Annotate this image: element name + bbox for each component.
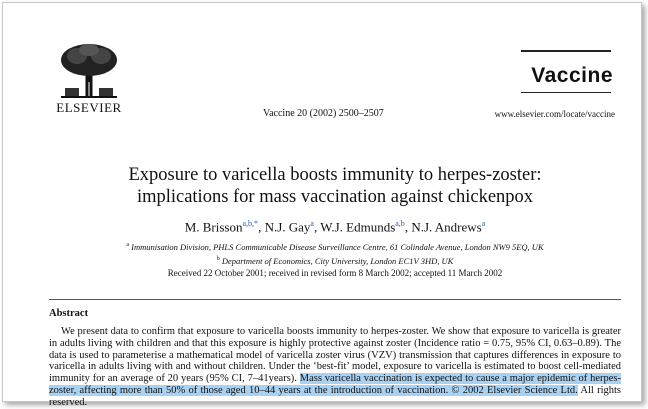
publisher-block bbox=[49, 42, 129, 116]
affiliation-mark: b bbox=[216, 255, 220, 262]
author-name: N.J. Andrews bbox=[411, 219, 482, 235]
abstract-divider bbox=[49, 299, 621, 300]
received-dates: Received 22 October 2001; received in revised form 8 March 2002; accepted 11 March 2002 bbox=[167, 268, 503, 278]
affiliations bbox=[49, 239, 621, 267]
author-affil-link[interactable]: a,b bbox=[395, 219, 405, 228]
author-affil-link[interactable]: a bbox=[481, 219, 486, 228]
affiliation-text: Immunisation Division, PHLS Communicable Disease Surveillance Centre, 61 Colindale Avenue, London NW9 5EQ, UK bbox=[131, 241, 544, 252]
author-separator: , bbox=[313, 219, 321, 235]
journal-url[interactable]: www.elsevier.com/locate/vaccine bbox=[494, 109, 615, 119]
journal-block bbox=[415, 50, 615, 119]
publisher-name: ELSEVIER bbox=[56, 100, 122, 115]
affiliation-a bbox=[49, 239, 621, 253]
journal-name: Vaccine bbox=[531, 64, 613, 87]
author-separator: , bbox=[404, 219, 412, 235]
journal-citation: Vaccine 20 (2002) 2500–2507 bbox=[263, 108, 384, 119]
abstract-heading: Abstract bbox=[49, 308, 89, 319]
title-line-2: implications for mass vaccination against chickenpox bbox=[136, 187, 534, 207]
abstract-text-plain: We present data to confirm that exposure to varicella boosts immunity to herpes-zoster. We show that exposure to varicella is greater in adults living with children and that this exposure is highly protective against zoster (Incidence ratio = 0.75, 95% CI, 0.63–0.89). The data is used to parameterise a mathematical model of varicella zoster virus (VZV) transmission that captures differences in exposure to varicella in adults living with and without children. Under the ‘best-fit’ model, exposure to varicella is estimated to boost cell-mediated immunity for an average of 20 years (95% CI, 7–41years). bbox=[49, 326, 621, 385]
author-list bbox=[49, 219, 621, 235]
affiliation-b bbox=[49, 253, 621, 267]
author-separator: , bbox=[258, 219, 265, 235]
author-affil-link[interactable]: a,b,* bbox=[242, 219, 259, 228]
paper-title bbox=[49, 164, 621, 208]
author-name: W.J. Edmunds bbox=[320, 219, 396, 235]
abstract-body bbox=[49, 326, 621, 409]
author-affil-link[interactable]: a bbox=[310, 219, 314, 228]
abstract-highlighted-text: Mass varicella vaccination is expected to cause a major epidemic of herpes-zoster, affecting more than 50% of those aged 10–44 years at the introduction of vaccination. © 2002 Elsevier Science Ltd. bbox=[49, 373, 621, 396]
journal-rule-top bbox=[521, 50, 611, 52]
affiliation-mark: a bbox=[126, 242, 130, 248]
document-frame bbox=[2, 2, 642, 408]
affiliation-text: Department of Economics, City University, London EC1V 3HD, UK bbox=[221, 255, 454, 266]
abstract-text-tail: All rights reserved. bbox=[49, 384, 621, 408]
journal-rule-bottom bbox=[521, 92, 611, 93]
paper-page bbox=[49, 12, 621, 408]
author-name: M. Brisson bbox=[184, 219, 243, 235]
author-name: N.J. Gay bbox=[264, 219, 311, 235]
title-line-1: Exposure to varicella boosts immunity to herpes-zoster: bbox=[128, 165, 542, 185]
elsevier-tree-logo-icon bbox=[57, 42, 121, 98]
